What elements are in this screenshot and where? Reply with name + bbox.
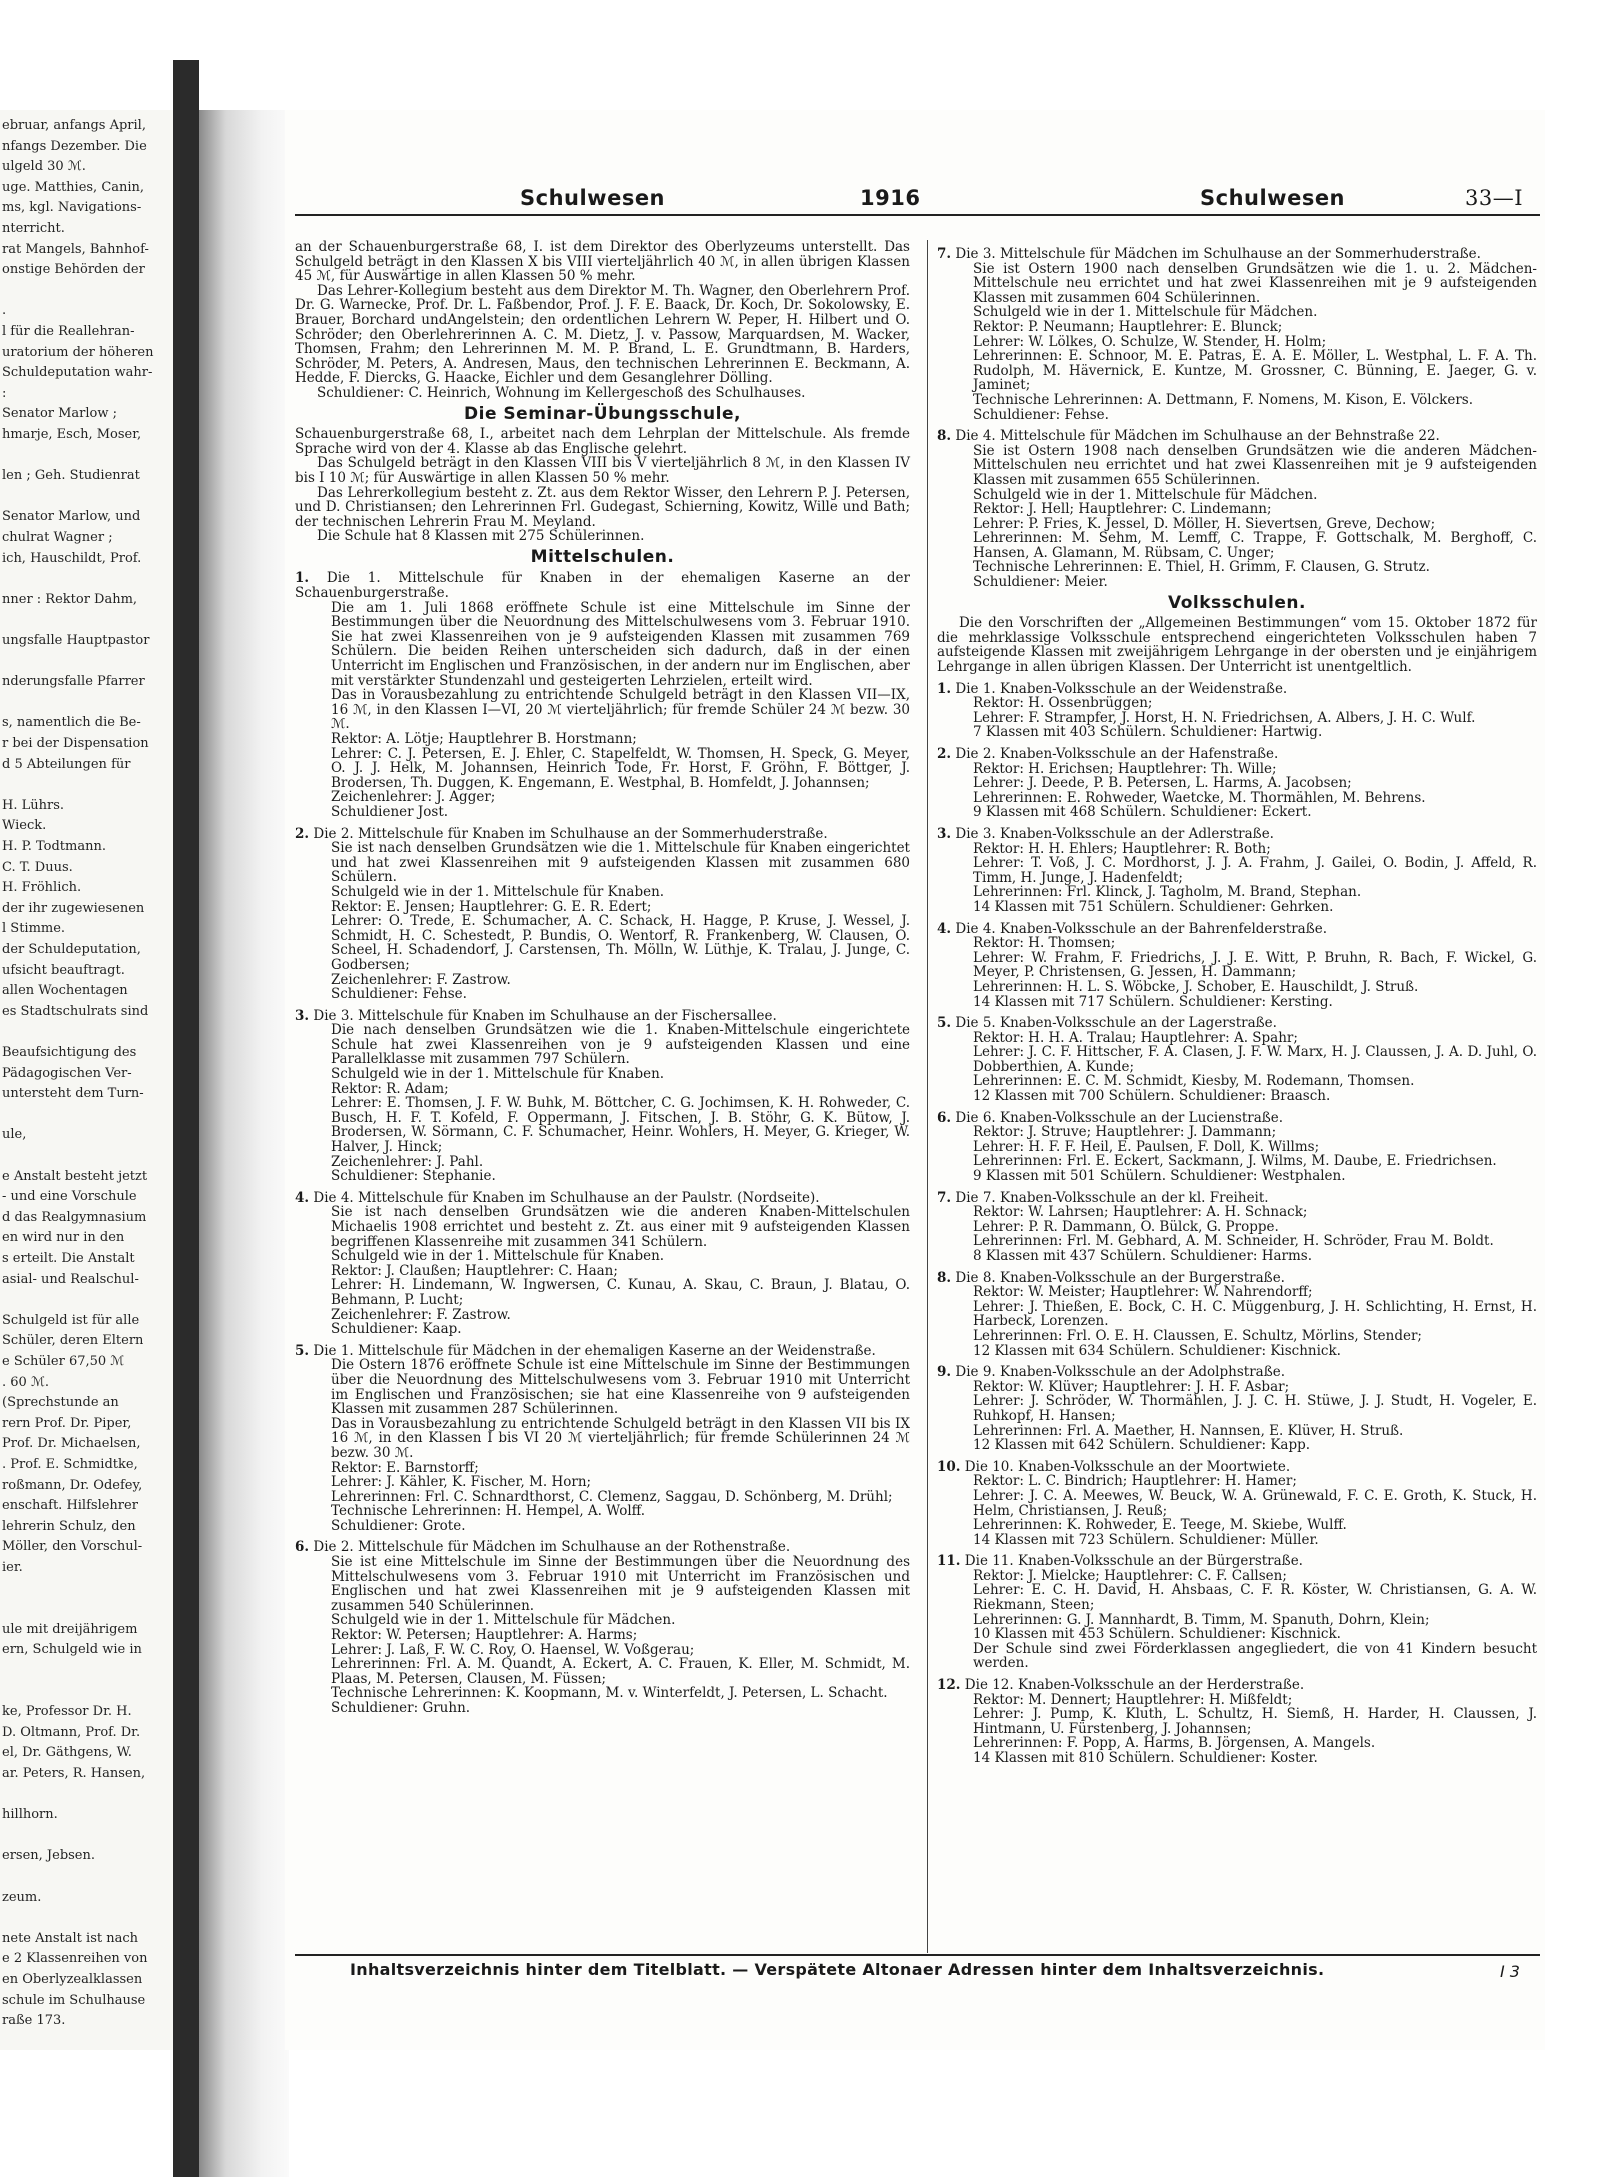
school-entry bbox=[937, 247, 1537, 422]
school-entry bbox=[295, 1344, 910, 1534]
entry-line: 7 Klassen mit 403 Schülern. Schuldiener: Hartwig. bbox=[973, 724, 1323, 741]
entry-line: Schuldiener: Kaap. bbox=[331, 1321, 462, 1338]
left-page-line: Schüler, deren Eltern bbox=[2, 1333, 144, 1349]
entry-line: 14 Klassen mit 751 Schülern. Schuldiener: Gehrken. bbox=[973, 898, 1334, 915]
entry-line: Schulgeld wie in der 1. Mittelschule für Mädchen. bbox=[973, 304, 1318, 321]
school-entry bbox=[295, 827, 910, 1002]
scan-edge bbox=[173, 60, 199, 2177]
page-code: I 3 bbox=[1500, 1962, 1520, 1981]
school-heading bbox=[937, 1016, 1537, 1031]
school-heading bbox=[295, 1009, 910, 1024]
entry-line: Rektor: H. H. A. Tralau; Hauptlehrer: A. Spahr; bbox=[973, 1029, 1298, 1046]
entry-title: Die 2. Knaben-Volksschule an der Hafenstraße. bbox=[955, 746, 1279, 762]
entry-line: Rektor: J. Claußen; Hauptlehrer: C. Haan; bbox=[331, 1262, 618, 1279]
header-rule bbox=[295, 214, 1540, 216]
entry-number: 5. bbox=[937, 1015, 952, 1032]
entry-line: Schuldiener: Gruhn. bbox=[331, 1700, 471, 1716]
entry-title: Die 10. Knaben-Volksschule an der Moortwiete. bbox=[964, 1458, 1291, 1475]
left-page-line: schule im Schulhause bbox=[2, 1992, 146, 2008]
left-page-line: H. P. Todtmann. bbox=[2, 839, 106, 854]
left-page-line: len ; Geh. Studienrat bbox=[2, 468, 140, 484]
left-page-line: en Oberlyzealklassen bbox=[2, 1972, 143, 1987]
entry-line: Rektor: E. Jensen; Hauptlehrer: G. E. R. Edert; bbox=[331, 898, 652, 915]
school-entry bbox=[937, 1365, 1537, 1453]
left-page-line: nderungsfalle Pfarrer bbox=[2, 674, 145, 690]
entry-number: 5. bbox=[295, 1342, 310, 1359]
seminar-paragraph: Schauenburgerstraße 68, I., arbeitet nach dem Lehrplan der Mittelschule. Als fremde Sprache wird von der 4. Klasse ab das Englische gelehrt. bbox=[295, 426, 910, 457]
header-left-title: Schulwesen bbox=[520, 186, 666, 210]
entry-line: Rektor: J. Hell; Hauptlehrer: C. Lindemann; bbox=[973, 501, 1272, 518]
entry-line: Schulgeld wie in der 1. Mittelschule für Knaben. bbox=[331, 883, 665, 900]
left-page-line: e 2 Klassenreihen von bbox=[2, 1951, 148, 1967]
school-heading bbox=[937, 827, 1537, 842]
column-divider bbox=[927, 240, 928, 1953]
entry-title: Die 2. Mittelschule für Mädchen im Schulhause an der Rothenstraße. bbox=[313, 1539, 791, 1556]
entry-line: Lehrer: T. Voß, J. C. Mordhorst, J. J. A. Frahm, J. Gailei, O. Bodin, J. Affeld, R. Timm, H. Junge, J. Hadenfeldt; bbox=[973, 855, 1537, 886]
entry-line: Rektor: W. Meister; Hauptlehrer: W. Nahrendorff; bbox=[973, 1284, 1313, 1301]
left-page-line: Schuldeputation wahr- bbox=[2, 365, 153, 381]
entry-line: Die am 1. Juli 1868 eröffnete Schule ist eine Mittelschule im Sinne der Bestimmungen über die Neuordnung des Mittelschulwesens vom 3. Februar 1910. Sie hat zwei Klassenreihen von je 9 aufsteigenden Klassen mit zusammen 769 Schülern. Die beiden Reihen unterscheiden sich dadurch, daß in der einen Unterricht im Englischen und Französischen, in der andern nur im Englischen, aber mit verstärkter Stundenzahl und gesteigerten Lehrzielen, erteilt wird. bbox=[331, 599, 910, 689]
entry-line: Lehrerinnen: F. Popp, A. Harms, B. Jörgensen, A. Mangels. bbox=[973, 1735, 1376, 1752]
entry-line: Lehrer: O. Trede, E. Schumacher, A. C. Schack, H. Hagge, P. Kruse, J. Wessel, J. Schmidt, H. C. Schestedt, P. Bundis, O. Wentorf, R. Frankenberg, W. Clausen, O. Scheel, H. Schadendorf, J. Carstensen, Th. Mölln, W. Lüthje, K. Tralau, J. Junge, C. Godbersen; bbox=[331, 913, 910, 973]
left-page-line: hillhorn. bbox=[2, 1807, 58, 1823]
entry-line: Rektor: R. Adam; bbox=[331, 1080, 449, 1097]
footer-rule bbox=[295, 1954, 1540, 1956]
entry-number: 2. bbox=[937, 746, 952, 762]
school-heading bbox=[937, 747, 1537, 762]
left-page-line: - und eine Vorschule bbox=[2, 1189, 137, 1205]
left-page-line: chulrat Wagner ; bbox=[2, 530, 113, 545]
entry-line: 14 Klassen mit 810 Schülern. Schuldiener: Koster. bbox=[973, 1750, 1318, 1766]
entry-line: Lehrerinnen: E. Schnoor, M. E. Patras, E. A. E. Möller, L. Westphal, L. F. A. Th. Rudolph, M. Hävernick, E. Kuntze, M. Grossner, C. Bünning, E. Jaeger, G. v. Jaminet; bbox=[973, 348, 1537, 394]
entry-line: Lehrer: J. Pump, K. Kluth, L. Schultz, H. Siemß, H. Harder, H. Claussen, J. Hintmann, U. Fürstenberg, J. Johannsen; bbox=[973, 1706, 1537, 1737]
left-page-line: rern Prof. Dr. Piper, bbox=[2, 1415, 132, 1431]
left-page-line: der Schuldeputation, bbox=[2, 942, 141, 957]
school-entry bbox=[937, 429, 1537, 590]
entry-line: 12 Klassen mit 700 Schülern. Schuldiener: Braasch. bbox=[973, 1088, 1331, 1105]
entry-title: Die 3. Knaben-Volksschule an der Adlerstraße. bbox=[955, 825, 1274, 842]
entry-title: Die 8. Knaben-Volksschule an der Burgerstraße. bbox=[955, 1269, 1285, 1286]
entry-line: Lehrerinnen: Frl. M. Gebhard, A. M. Schneider, H. Schröder, Frau M. Boldt. bbox=[973, 1233, 1494, 1250]
school-entry bbox=[937, 922, 1537, 1010]
entry-line: Lehrerinnen: Frl. O. E. H. Claussen, E. Schultz, Mörlins, Stender; bbox=[973, 1327, 1422, 1344]
entry-line: 9 Klassen mit 501 Schülern. Schuldiener: Westphalen. bbox=[973, 1168, 1346, 1185]
entry-line: Rektor: W. Klüver; Hauptlehrer: J. H. F. Asbar; bbox=[973, 1378, 1290, 1395]
left-page-line: ebruar, anfangs April, bbox=[2, 118, 146, 133]
header-right-title: Schulwesen bbox=[1200, 186, 1346, 210]
entry-line: 9 Klassen mit 468 Schülern. Schuldiener: Eckert. bbox=[973, 804, 1312, 821]
entry-line: Lehrerinnen: G. J. Mannhardt, B. Timm, M. Spanuth, Dohrn, Klein; bbox=[973, 1611, 1430, 1628]
entry-line: Schulgeld wie in der 1. Mittelschule für Mädchen. bbox=[331, 1612, 676, 1629]
left-page-line: allen Wochentagen bbox=[2, 983, 128, 999]
left-page-line: s, namentlich die Be- bbox=[2, 715, 141, 731]
left-page-line: es Stadtschulrats sind bbox=[2, 1003, 149, 1019]
footer-note: Inhaltsverzeichnis hinter dem Titelblatt. — Verspätete Altonaer Adressen hinter dem Inhaltsverzeichnis. bbox=[350, 1960, 1325, 1979]
entry-number: 8. bbox=[937, 428, 952, 445]
entry-title: Die 4. Knaben-Volksschule an der Bahrenfelderstraße. bbox=[955, 920, 1328, 937]
left-page-line: untersteht dem Turn- bbox=[2, 1086, 144, 1102]
school-entry bbox=[937, 1460, 1537, 1548]
entry-number: 1. bbox=[295, 570, 310, 587]
school-entry bbox=[937, 1678, 1537, 1766]
left-page bbox=[0, 110, 173, 2050]
intro-paragraph: an der Schauenburgerstraße 68, I. ist dem Direktor des Oberlyzeums unterstellt. Das Schulgeld beträgt in den Klassen X bis VIII vierteljährlich 40 ℳ, in allen übrigen Klassen 45 ℳ, für Auswärtige in allen Klassen 50 % mehr. bbox=[295, 239, 910, 285]
entry-line: 12 Klassen mit 634 Schülern. Schuldiener: Kischnick. bbox=[973, 1342, 1341, 1359]
left-page-line: . Prof. E. Schmidtke, bbox=[2, 1457, 138, 1472]
entry-title: Die 5. Knaben-Volksschule an der Lagerstraße. bbox=[955, 1015, 1277, 1032]
school-heading bbox=[295, 827, 910, 842]
school-heading bbox=[937, 1365, 1537, 1380]
entry-line: Rektor: H. Thomsen; bbox=[973, 935, 1116, 952]
entry-line: 14 Klassen mit 723 Schülern. Schuldiener: Müller. bbox=[973, 1531, 1319, 1548]
school-heading bbox=[937, 247, 1537, 262]
school-heading bbox=[937, 1460, 1537, 1475]
entry-number: 11. bbox=[937, 1553, 961, 1570]
left-page-line: D. Oltmann, Prof. Dr. bbox=[2, 1724, 141, 1740]
left-page-line: uratorium der höheren bbox=[2, 344, 154, 360]
entry-line: Lehrerinnen: E. C. M. Schmidt, Kiesby, M. Rodemann, Thomsen. bbox=[973, 1073, 1415, 1090]
left-page-line: H. Lührs. bbox=[2, 797, 64, 813]
seminar-paragraph: Die Schule hat 8 Klassen mit 275 Schülerinnen. bbox=[317, 528, 645, 545]
school-heading bbox=[937, 922, 1537, 937]
left-column bbox=[295, 240, 910, 1716]
entry-line: Schuldiener: Stephanie. bbox=[331, 1168, 496, 1185]
entry-line: Technische Lehrerinnen: K. Koopmann, M. v. Winterfeldt, J. Petersen, L. Schacht. bbox=[331, 1685, 888, 1702]
left-page-line: . 60 ℳ. bbox=[2, 1374, 49, 1390]
left-page-line: e Anstalt besteht jetzt bbox=[2, 1168, 148, 1184]
entry-line: 10 Klassen mit 453 Schülern. Schuldiener: Kischnick. bbox=[973, 1626, 1341, 1643]
entry-line: Die nach denselben Grundsätzen wie die 1. Knaben-Mittelschule eingerichtete Schule hat zwei Klassenreihen von je 9 aufsteigenden Klassen und eine Parallelklasse mit zusammen 797 Schülern. bbox=[331, 1022, 910, 1068]
entry-title: Die 4. Mittelschule für Knaben im Schulhause an der Paulstr. (Nordseite). bbox=[313, 1189, 820, 1206]
entry-title: Die 3. Mittelschule für Mädchen im Schulhause an der Sommerhuderstraße. bbox=[955, 246, 1481, 262]
entry-line: Lehrer: J. Kähler, K. Fischer, M. Horn; bbox=[331, 1474, 592, 1491]
entry-number: 1. bbox=[937, 680, 952, 697]
left-page-line: enschaft. Hilfslehrer bbox=[2, 1498, 138, 1514]
left-page-line: d 5 Abteilungen für bbox=[2, 756, 131, 772]
entry-line: Rektor: H. H. Ehlers; Hauptlehrer: R. Both; bbox=[973, 840, 1271, 857]
school-heading bbox=[295, 571, 910, 600]
school-entry bbox=[937, 827, 1537, 915]
header-year: 1916 bbox=[860, 186, 921, 210]
left-page-line: H. Fröhlich. bbox=[2, 880, 82, 896]
entry-line: Rektor: M. Dennert; Hauptlehrer: H. Mißfeldt; bbox=[973, 1691, 1293, 1708]
entry-number: 7. bbox=[937, 1189, 952, 1206]
entry-line: Lehrer: W. Lölkes, O. Schulze, W. Stender, H. Holm; bbox=[973, 333, 1327, 350]
entry-title: Die 1. Mittelschule für Mädchen in der ehemaligen Kaserne an der Weidenstraße. bbox=[313, 1342, 876, 1359]
entry-line: Lehrerinnen: Frl. C. Schnardthorst, C. Clemenz, Saggau, D. Schönberg, M. Drühl; bbox=[331, 1488, 893, 1505]
left-page-line: . bbox=[2, 303, 7, 319]
left-page-line: nete Anstalt ist nach bbox=[2, 1930, 138, 1946]
school-heading bbox=[295, 1344, 910, 1359]
left-page-line: ulgeld 30 ℳ. bbox=[2, 159, 86, 175]
entry-line: Rektor: J. Mielcke; Hauptlehrer: C. F. Callsen; bbox=[973, 1567, 1287, 1584]
left-page-line: uge. Matthies, Canin, bbox=[2, 179, 145, 195]
school-heading bbox=[937, 1678, 1537, 1693]
left-page-line: Möller, den Vorschul- bbox=[2, 1539, 143, 1555]
entry-line: Zeichenlehrer: F. Zastrow. bbox=[331, 1306, 511, 1323]
left-page-line: C. T. Duus. bbox=[2, 859, 73, 875]
left-page-line: (Sprechstunde an bbox=[2, 1395, 119, 1411]
school-heading bbox=[937, 1111, 1537, 1126]
entry-number: 10. bbox=[937, 1458, 961, 1475]
left-page-line: ms, kgl. Navigations- bbox=[2, 200, 142, 216]
entry-line: Das in Vorausbezahlung zu entrichtende Schulgeld beträgt in den Klassen VII bis IX 16 ℳ, in den Klassen I bis VI 20 ℳ vierteljährlich; für fremde Schülerinnen 24 ℳ bezw. 30 ℳ. bbox=[331, 1415, 910, 1461]
school-entry bbox=[937, 682, 1537, 740]
school-heading bbox=[937, 1554, 1537, 1569]
entry-line: 8 Klassen mit 437 Schülern. Schuldiener: Harms. bbox=[973, 1248, 1313, 1264]
left-page-line: ungsfalle Hauptpastor bbox=[2, 633, 150, 648]
entry-line: Lehrer: P. R. Dammann, O. Bülck, G. Proppe. bbox=[973, 1218, 1279, 1235]
left-page-line: lehrerin Schulz, den bbox=[2, 1518, 136, 1534]
entry-line: Rektor: W. Lahrsen; Hauptlehrer: A. H. Schnack; bbox=[973, 1204, 1308, 1221]
entry-line: Lehrerinnen: Frl. E. Eckert, Sackmann, J. Wilms, M. Daube, E. Friedrichsen. bbox=[973, 1153, 1497, 1170]
left-page-line: el, Dr. Gäthgens, W. bbox=[2, 1745, 132, 1761]
entry-line: Sie ist eine Mittelschule im Sinne der Bestimmungen über die Neuordnung des Mittelschulwesens vom 3. Februar 1910 mit Unterricht im Französischen und Englischen und hat zwei Klassenreihen mit je 9 aufsteigenden Klassen mit zusammen 540 Schülerinnen. bbox=[331, 1554, 910, 1614]
entry-line: Rektor: P. Neumann; Hauptlehrer: E. Blunck; bbox=[973, 318, 1283, 335]
entry-number: 6. bbox=[295, 1539, 310, 1556]
entry-line: Schulgeld wie in der 1. Mittelschule für Knaben. bbox=[331, 1248, 665, 1265]
entry-line: Rektor: L. C. Bindrich; Hauptlehrer: H. Hamer; bbox=[973, 1473, 1297, 1490]
left-page-line: ersen, Jebsen. bbox=[2, 1848, 96, 1864]
school-heading bbox=[937, 1191, 1537, 1206]
entry-number: 4. bbox=[295, 1189, 310, 1206]
left-page-line: Senator Marlow ; bbox=[2, 406, 118, 422]
section-heading: Die Seminar-Übungsschule, bbox=[464, 403, 741, 424]
entry-line: Rektor: J. Struve; Hauptlehrer: J. Dammann; bbox=[973, 1124, 1277, 1141]
entry-number: 8. bbox=[937, 1269, 952, 1286]
entry-line: Zeichenlehrer: J. Pahl. bbox=[331, 1153, 484, 1170]
entry-line: Rektor: A. Lötje; Hauptlehrer B. Horstmann; bbox=[331, 731, 637, 747]
school-heading bbox=[937, 682, 1537, 697]
entry-line: Lehrerinnen: E. Rohweder, Waetcke, M. Thormählen, M. Behrens. bbox=[973, 789, 1426, 806]
left-page-line: onstige Behörden der bbox=[2, 262, 145, 278]
school-entry bbox=[937, 747, 1537, 820]
entry-number: 6. bbox=[937, 1109, 952, 1126]
school-heading bbox=[937, 429, 1537, 444]
left-page-line: Wieck. bbox=[2, 818, 47, 834]
entry-line: Lehrerinnen: M. Sehm, M. Lemff, C. Trappe, F. Gottschalk, M. Berghoff, C. Hansen, A. Glamann, M. Rübsam, C. Unger; bbox=[973, 530, 1537, 561]
entry-number: 7. bbox=[937, 246, 952, 262]
entry-line: Lehrerinnen: Frl. A. Maether, H. Nannsen, E. Klüver, H. Struß. bbox=[973, 1422, 1404, 1439]
entry-title: Die 9. Knaben-Volksschule an der Adolphstraße. bbox=[955, 1364, 1285, 1381]
entry-line: Sie ist nach denselben Grundsätzen wie die anderen Knaben-Mittelschulen Michaelis 1908 errichtet und besteht z. Zt. aus einer mit 9 aufsteigenden Klassen begriffenen Klassenreihe mit zusammen 341 Schülern. bbox=[331, 1204, 910, 1250]
book-binding bbox=[199, 110, 289, 2177]
entry-title: Die 1. Mittelschule für Knaben in der ehemaligen Kaserne an der Schauenburgerstraße. bbox=[295, 570, 910, 602]
entry-line: 12 Klassen mit 642 Schülern. Schuldiener: Kapp. bbox=[973, 1437, 1311, 1454]
school-heading bbox=[295, 1540, 910, 1555]
entry-line: Schulgeld wie in der 1. Mittelschule für Knaben. bbox=[331, 1066, 665, 1083]
entry-title: Die 12. Knaben-Volksschule an der Herderstraße. bbox=[964, 1677, 1305, 1694]
entry-number: 12. bbox=[937, 1677, 961, 1694]
entry-line: Lehrer: W. Frahm, F. Friedrichs, J. J. E. Witt, P. Bruhn, R. Bach, F. Wickel, G. Meyer, P. Christensen, G. Jessen, H. Dammann; bbox=[973, 949, 1537, 981]
left-page-line: ule mit dreijährigem bbox=[2, 1621, 138, 1637]
entry-line: Rektor: E. Barnstorff; bbox=[331, 1459, 479, 1476]
school-entry bbox=[937, 1016, 1537, 1104]
left-page-line: l Stimme. bbox=[2, 921, 66, 937]
entry-number: 4. bbox=[937, 920, 952, 937]
entry-line: Schuldiener: Grote. bbox=[331, 1517, 466, 1534]
left-page-line: ich, Hauschildt, Prof. bbox=[2, 550, 142, 566]
entry-line: Schulgeld wie in der 1. Mittelschule für Mädchen. bbox=[973, 486, 1318, 503]
left-page-line: ke, Professor Dr. H. bbox=[2, 1704, 132, 1720]
left-page-line: zeum. bbox=[2, 1889, 42, 1905]
school-entry bbox=[937, 1111, 1537, 1184]
entry-title: Die 11. Knaben-Volksschule an der Bürgerstraße. bbox=[964, 1553, 1303, 1570]
entry-line: Lehrer: J. C. F. Hittscher, F. A. Clasen, J. F. W. Marx, H. J. Claussen, J. A. D. Juhl, O. Dobberthien, A. Kunde; bbox=[973, 1044, 1537, 1075]
entry-line: Zeichenlehrer: J. Agger; bbox=[331, 789, 496, 806]
entry-title: Die 7. Knaben-Volksschule an der kl. Freiheit. bbox=[955, 1189, 1269, 1206]
left-page-line: nfangs Dezember. Die bbox=[2, 138, 147, 154]
left-page-line: s erteilt. Die Anstalt bbox=[2, 1251, 135, 1266]
section-heading: Volksschulen. bbox=[1168, 592, 1306, 613]
entry-line: Lehrer: J. Thießen, E. Bock, C. H. C. Müggenburg, J. H. Schlichting, H. Ernst, H. Harbeck, Lorenzen. bbox=[973, 1298, 1537, 1330]
school-entry bbox=[937, 1191, 1537, 1264]
school-heading bbox=[937, 1271, 1537, 1286]
school-entry bbox=[295, 571, 910, 819]
school-entry bbox=[295, 1540, 910, 1715]
entry-line: Sie ist Ostern 1900 nach denselben Grundsätzen wie die 1. u. 2. Mädchen-Mittelschule neu errichtet und hat zwei Klassenreihen mit je 9 aufsteigenden Klassen mit zusammen 604 Schülerinnen. bbox=[973, 260, 1537, 306]
left-page-line: rat Mangels, Bahnhof- bbox=[2, 241, 149, 257]
entry-line: Das in Vorausbezahlung zu entrichtende Schulgeld beträgt in den Klassen VII—IX, 16 ℳ, in den Klassen I—VI, 20 ℳ vierteljährlich; für fremde Schüler 24 ℳ bezw. 30 ℳ. bbox=[331, 687, 910, 733]
entry-line: Schuldiener Jost. bbox=[331, 803, 449, 820]
entry-line: Lehrer: C. J. Petersen, E. J. Ehler, C. Stapelfeldt, W. Thomsen, H. Speck, G. Meyer, O. J. J. Helk, M. Johannsen, Heinrich Tode, Fr. Horst, F. Gröhn, F. Böttger, J. Brodersen, Th. Duggen, K. Engemann, E. Westphal, B. Homfeldt, J. Johannsen; bbox=[331, 745, 910, 791]
entry-line: Lehrer: H. Lindemann, W. Ingwersen, C. Kunau, A. Skau, C. Braun, J. Blatau, O. Behmann, P. Lucht; bbox=[331, 1277, 910, 1308]
left-page-line: raße 173. bbox=[2, 2013, 66, 2029]
school-entry bbox=[295, 1009, 910, 1184]
entry-title: Die 6. Knaben-Volksschule an der Lucienstraße. bbox=[955, 1109, 1284, 1126]
seminar-paragraph: Das Lehrerkollegium besteht z. Zt. aus dem Rektor Wisser, den Lehrern P. J. Petersen, und D. Christiansen; den Lehrerinnen Frl. Gudegast, Schierning, Kowitz, Wille und Bath; der technischen Lehrerin Frau M. Meyland. bbox=[295, 484, 910, 530]
entry-line: Rektor: H. Ossenbrüggen; bbox=[973, 695, 1153, 712]
school-entry bbox=[295, 1191, 910, 1337]
entry-line: Lehrer: E. Thomsen, J. F. W. Buhk, M. Böttcher, C. G. Jochimsen, K. H. Rohweder, C. Busch, H. F. T. Kofeld, F. Oppermann, J. Fitschen, J. B. Stöhr, G. K. Bütow, J. Brodersen, W. Sörmann, C. F. Schumacher, Heinr. Wohlers, H. Meyer, G. Krieger, W. Halver, J. Hinck; bbox=[331, 1095, 910, 1156]
left-page-line: d das Realgymnasium bbox=[2, 1209, 147, 1225]
left-page-line: ier. bbox=[2, 1560, 23, 1575]
page-number: 33—I bbox=[1465, 186, 1524, 210]
entry-line: Rektor: H. Erichsen; Hauptlehrer: Th. Wille; bbox=[973, 760, 1277, 777]
left-page-line: ar. Peters, R. Hansen, bbox=[2, 1766, 146, 1781]
entry-line: Lehrerinnen: Frl. Klinck, J. Tagholm, M. Brand, Stephan. bbox=[973, 884, 1362, 901]
entry-line: Zeichenlehrer: F. Zastrow. bbox=[331, 971, 511, 988]
entry-line: Technische Lehrerinnen: H. Hempel, A. Wolff. bbox=[331, 1503, 646, 1520]
left-page-line: nterricht. bbox=[2, 221, 65, 236]
left-page-line: ule, bbox=[2, 1127, 27, 1143]
entry-line: Schuldiener: Meier. bbox=[973, 574, 1108, 591]
entry-line: Lehrer: J. C. A. Meewes, W. Beuck, W. A. Grünewald, F. C. E. Groth, K. Stuck, H. Helm, Christiansen, J. Reuß; bbox=[973, 1487, 1537, 1519]
entry-line: Lehrer: P. Fries, K. Jessel, D. Möller, H. Sievertsen, Greve, Dechow; bbox=[973, 515, 1436, 532]
left-page-line: r bei der Dispensation bbox=[2, 736, 149, 751]
entry-line: Lehrerinnen: H. L. S. Wöbcke, J. Schober, E. Hauschildt, J. Struß. bbox=[973, 978, 1419, 995]
entry-title: Die 4. Mittelschule für Mädchen im Schulhause an der Behnstraße 22. bbox=[955, 428, 1440, 445]
intro-paragraph: Schuldiener: C. Heinrich, Wohnung im Kellergeschoß des Schulhauses. bbox=[317, 384, 806, 401]
entry-number: 2. bbox=[295, 825, 310, 842]
entry-line: Lehrer: J. Deede, P. B. Petersen, L. Harms, A. Jacobsen; bbox=[973, 775, 1352, 792]
entry-line: Der Schule sind zwei Förderklassen angegliedert, die von 41 Kindern besucht werden. bbox=[973, 1640, 1537, 1672]
left-page-line: Senator Marlow, und bbox=[2, 509, 141, 525]
school-entry bbox=[937, 1271, 1537, 1359]
entry-line: Schuldiener: Fehse. bbox=[331, 986, 467, 1003]
school-entry bbox=[937, 1554, 1537, 1671]
entry-line: Sie ist nach denselben Grundsätzen wie die 1. Mittelschule für Knaben eingerichtet und hat zwei Klassenreihen mit 9 aufsteigenden Klassen mit zusammen 680 Schülern. bbox=[331, 840, 910, 886]
left-page-line: asial- und Realschul- bbox=[2, 1271, 139, 1287]
entry-number: 3. bbox=[937, 825, 952, 842]
left-page-line: Beaufsichtigung des bbox=[2, 1045, 137, 1060]
right-column bbox=[937, 240, 1537, 1766]
entry-line: Sie ist Ostern 1908 nach denselben Grundsätzen wie die anderen Mädchen-Mittelschulen neu errichtet und hat zwei Klassenreihen mit je 9 aufsteigenden Klassen mit zusammen 655 Schülerinnen. bbox=[973, 442, 1537, 488]
entry-line: Lehrer: E. C. H. David, H. Ahsbaas, C. F. R. Köster, W. Christiansen, G. A. W. Riekmann, Steen; bbox=[973, 1582, 1537, 1614]
left-page-line: : bbox=[2, 385, 7, 401]
entry-line: Rektor: W. Petersen; Hauptlehrer: A. Harms; bbox=[331, 1627, 638, 1644]
section-heading: Mittelschulen. bbox=[530, 546, 675, 567]
left-page-line: l für die Reallehran- bbox=[2, 324, 135, 339]
left-page-line: der ihr zugewiesenen bbox=[2, 900, 145, 916]
intro-paragraph: Das Lehrer-Kollegium besteht aus dem Direktor M. Th. Wagner, den Oberlehrern Prof. Dr. G. Warnecke, Prof. Dr. L. Faßbendor, Prof. J. F. E. Baack, Dr. Koch, Dr. Sokolowsky, E. Brauer, Borchard undAngelstein; den ordentlichen Lehrern W. Peper, H. Hilbert und O. Schröder; den Oberlehrerinnen A. C. M. Dietz, J. v. Passow, Marquardsen, M. Wacker, Thomsen, Frahm; den Lehrerinnen M. M. P. Brand, L. E. Grundtmann, B. Harders, Schröder, M. Peters, A. Andresen, Maus, den technischen Lehrerinnen E. Beckmann, A. Hedde, F. Diercks, G. Haacke, Eichler und dem Gesanglehrer Dölling. bbox=[295, 282, 910, 387]
left-page-line: Pädagogischen Ver- bbox=[2, 1065, 132, 1081]
left-page-line: Schulgeld ist für alle bbox=[2, 1312, 140, 1328]
entry-line: Technische Lehrerinnen: A. Dettmann, F. Nomens, M. Kison, E. Völckers. bbox=[973, 391, 1473, 408]
seminar-paragraph: Das Schulgeld beträgt in den Klassen VIII bis V vierteljährlich 8 ℳ, in den Klassen IV bis I 10 ℳ; für Auswärtige in allen Klassen 50 % mehr. bbox=[295, 455, 910, 486]
entry-title: Die 1. Knaben-Volksschule an der Weidenstraße. bbox=[955, 680, 1288, 697]
entry-line: Schuldiener: Fehse. bbox=[973, 406, 1109, 423]
left-page-line: roßmann, Dr. Odefey, bbox=[2, 1477, 143, 1493]
entry-line: Lehrer: F. Strampfer, J. Horst, H. N. Friedrichsen, A. Albers, J. H. C. Wulf. bbox=[973, 709, 1476, 726]
volks-intro: Die den Vorschriften der „Allgemeinen Bestimmungen“ vom 15. Oktober 1872 für die mehrklassige Volksschule entsprechend eingerichteten Volksschulen haben 7 aufsteigende Klassen mit zweijährigem Lehrgange in der obersten und je einjährigem Lehrgange in allen übrigen Klassen. Der Unterricht ist unentgeltlich. bbox=[937, 615, 1537, 676]
left-page-line: e Schüler 67,50 ℳ bbox=[2, 1354, 125, 1369]
entry-line: Technische Lehrerinnen: E. Thiel, H. Grimm, F. Clausen, G. Strutz. bbox=[973, 559, 1430, 576]
entry-title: Die 2. Mittelschule für Knaben im Schulhause an der Sommerhuderstraße. bbox=[313, 825, 828, 842]
school-heading bbox=[295, 1191, 910, 1206]
left-page-line: en wird nur in den bbox=[2, 1230, 125, 1246]
entry-line: Lehrer: H. F. F. Heil, E. Paulsen, F. Doll, K. Willms; bbox=[973, 1138, 1320, 1155]
left-page-line: ufsicht beauftragt. bbox=[2, 962, 125, 978]
entry-number: 9. bbox=[937, 1364, 952, 1381]
entry-line: Lehrer: J. Schröder, W. Thormählen, J. J. C. H. Stüwe, J. J. Studt, H. Vogeler, E. Ruhkopf, H. Hansen; bbox=[973, 1393, 1537, 1424]
entry-line: Lehrerinnen: Frl. A. M. Quandt, A. Eckert, A. C. Frauen, K. Eller, M. Schmidt, M. Plaas, M. Petersen, Clausen, M. Füssen; bbox=[331, 1656, 910, 1687]
left-page-line: Prof. Dr. Michaelsen, bbox=[2, 1436, 141, 1452]
entry-line: Lehrer: J. Laß, F. W. C. Roy, O. Haensel, W. Voßgerau; bbox=[331, 1641, 695, 1658]
entry-line: Lehrerinnen: K. Rohweder, E. Teege, M. Skiebe, Wulff. bbox=[973, 1517, 1347, 1534]
entry-line: 14 Klassen mit 717 Schülern. Schuldiener: Kersting. bbox=[973, 993, 1333, 1010]
left-page-line: hmarje, Esch, Moser, bbox=[2, 427, 142, 442]
left-page-line: nner : Rektor Dahm, bbox=[2, 591, 138, 607]
left-page-line: ern, Schulgeld wie in bbox=[2, 1642, 142, 1658]
entry-number: 3. bbox=[295, 1007, 310, 1024]
entry-line: Die Ostern 1876 eröffnete Schule ist eine Mittelschule im Sinne der Bestimmungen über die Neuordnung des Mittelschulwesens vom 3. Februar 1910 mit Unterricht im Englischen und Französischen; sie hat eine Klassenreihe von 9 aufsteigenden Klassen mit zusammen 287 Schülerinnen. bbox=[331, 1357, 910, 1418]
entry-title: Die 3. Mittelschule für Knaben im Schulhause an der Fischersallee. bbox=[313, 1007, 777, 1024]
